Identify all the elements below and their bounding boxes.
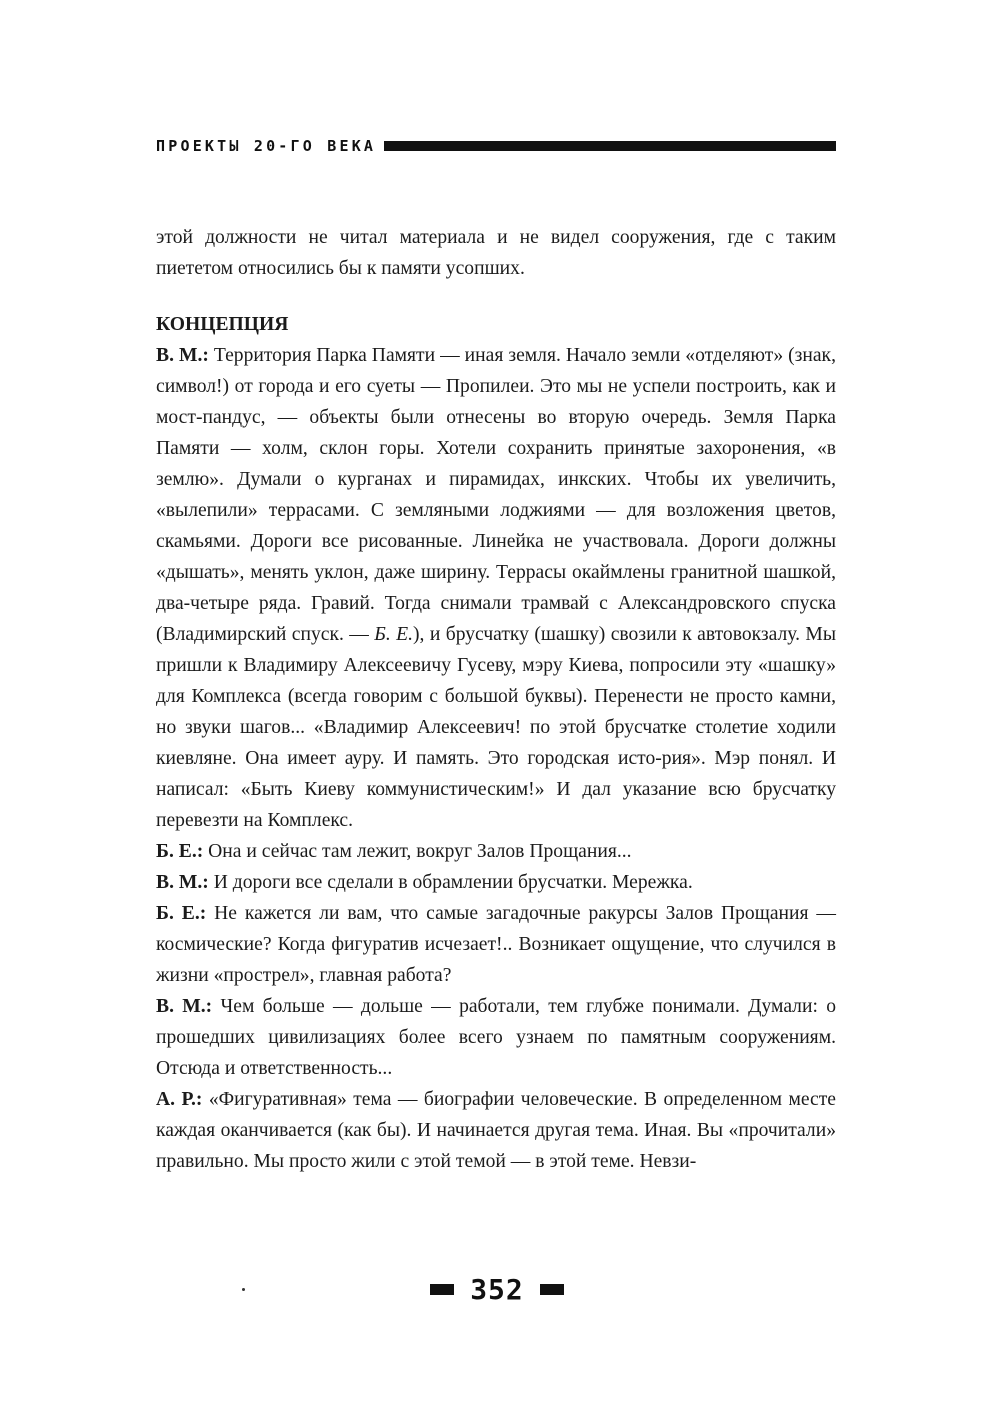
paragraph-text: Чем больше — дольше — работали, тем глубже понимали. Думали: о прошедших цивилизациях более всего узнаем по памятным сооружениям. Отсюда и ответственность...	[156, 996, 836, 1079]
paragraph	[156, 867, 836, 898]
folio-bar-right	[540, 1284, 564, 1295]
speaker-label: В. М.:	[156, 872, 209, 893]
paragraph-text: И дороги все сделали в обрамлении брусчатки. Мережка.	[208, 872, 693, 893]
page-footer	[430, 1272, 564, 1306]
paragraph	[156, 991, 836, 1084]
speaker-label: А. Р.:	[156, 1089, 203, 1110]
scan-speck	[242, 1288, 245, 1291]
speaker-label: В. М.:	[156, 345, 209, 366]
speaker-label: Б. Е.:	[156, 903, 207, 924]
running-title: ПРОЕКТЫ 20-ГО ВЕКА	[156, 137, 377, 155]
speaker-label: В. М.:	[156, 996, 213, 1017]
running-header	[156, 136, 836, 156]
paragraph	[156, 340, 836, 836]
paragraph-text: «Фигуративная» тема — биографии человеческие. В определенном месте каждая оканчивается (как бы). И начинается другая тема. Иная. Вы «прочитали» правильно. Мы просто жили с этой темой — в этой теме. Невзи-	[156, 1089, 836, 1172]
speaker-label: Б. Е.:	[156, 841, 204, 862]
folio-bar-left	[430, 1284, 454, 1295]
paragraph-text: Территория Парка Памяти — иная земля. Начало земли «отделяют» (знак, символ!) от города и его суеты — Пропилеи. Это мы не успели построить, как и мост-пандус, — объекты были отнесены во вторую очередь. Земля Парка Памяти — холм, склон горы. Хотели сохранить принятые захоронения, «в землю». Думали о курганах и пирамидах, инкских. Чтобы их увеличить, «вылепили» террасами. С земляными лоджиями — для возложения цветов, скамьями. Дороги все рисованные. Линейка не участвовала. Дороги должны «дышать», менять уклон, даже ширину. Террасы окаймлены гранитной шашкой, два-четыре ряда. Гравий. Тогда снимали трамвай с Александровского спуска (Владимирский спуск. —	[156, 345, 836, 645]
paragraph-text: Она и сейчас там лежит, вокруг Залов Прощания...	[203, 841, 632, 862]
paragraph-text: ), и брусчатку (шашку) свозили к автовокзалу. Мы пришли к Владимиру Алексеевичу Гусеву, мэру Киева, попросили эту «шашку» для Комплекса (всегда говорим с большой буквы). Перенести не просто камни, но звуки шагов... «Владимир Алексеевич! по этой брусчатке столетие ходили киевляне. Она имеет ауру. И память. Это городская исто-рия». Мэр понял. И написал: «Быть Киеву коммунистическим!» И дал указание всю брусчатку перевезти на Комплекс.	[156, 624, 836, 831]
paragraph-italic: Б. Е.	[374, 624, 414, 645]
page-number: 352	[470, 1272, 524, 1306]
section-heading: КОНЦЕПЦИЯ	[156, 314, 289, 335]
paragraph	[156, 1084, 836, 1177]
page-body	[156, 222, 836, 1177]
header-rule	[384, 141, 836, 151]
paragraph-text: Не кажется ли вам, что самые загадочные ракурсы Залов Прощания — космические? Когда фигуратив исчезает!.. Возникает ощущение, что случился в жизни «прострел», главная работа?	[156, 903, 836, 986]
paragraph	[156, 898, 836, 991]
paragraph: этой должности не читал материала и не видел сооружения, где с таким пиететом относились бы к памяти усопших.	[156, 227, 836, 279]
paragraph	[156, 836, 836, 867]
